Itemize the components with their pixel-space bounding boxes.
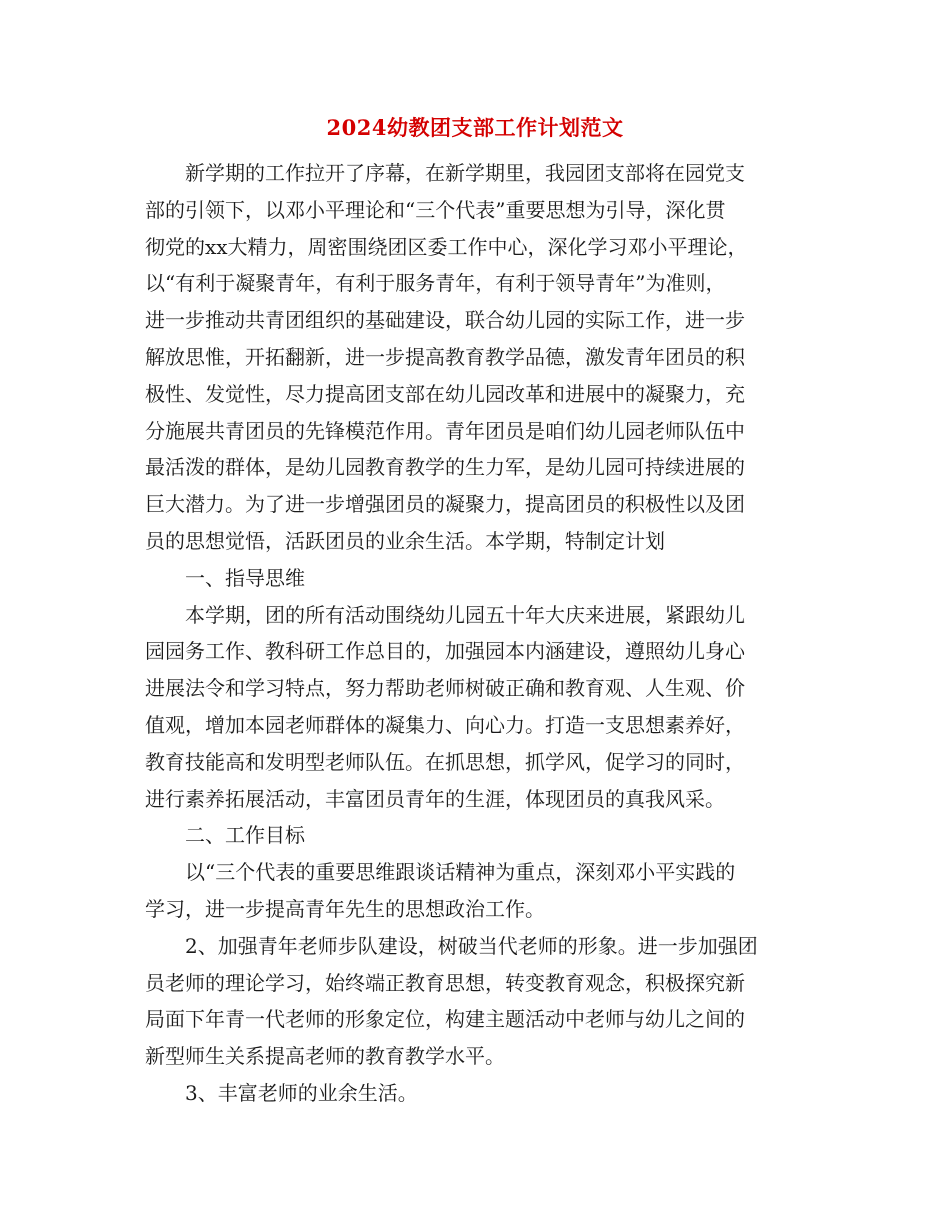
text-line: 极性、发觉性，尽力提高团支部在幼儿园改革和进展中的凝聚力，充	[145, 381, 745, 406]
text-line: 彻党的xx大精力，周密围绕团区委工作中心，深化学习邓小平理论，	[145, 234, 748, 259]
text-line: 分施展共青团员的先锋模范作用。青年团员是咱们幼儿园老师队伍中	[145, 418, 745, 443]
text-line: 园园务工作、教科研工作总目的，加强园本内涵建设，遵照幼儿身心	[145, 639, 745, 664]
text-line: 进展法令和学习特点，努力帮助老师树破正确和教育观、人生观、价	[145, 676, 745, 701]
text-line: 值观，增加本园老师群体的凝集力、向心力。打造一支思想素养好，	[145, 712, 745, 737]
text-line: 3、丰富老师的业余生活。	[185, 1080, 418, 1105]
text-line: 员的思想觉悟，活跃团员的业余生活。本学期，特制定计划	[145, 528, 665, 553]
text-line: 进行素养拓展活动，丰富团员青年的生涯，体现团员的真我风采。	[145, 786, 725, 811]
text-line: 以“三个代表的重要思维跟谈话精神为重点，深刻邓小平实践的	[185, 860, 736, 885]
text-line: 局面下年青一代老师的形象定位，构建主题活动中老师与幼儿之间的	[145, 1007, 745, 1032]
text-line: 2、加强青年老师步队建设，树破当代老师的形象。进一步加强团	[185, 933, 758, 958]
text-line: 进一步推动共青团组织的基础建设，联合幼儿园的实际工作，进一步	[145, 308, 745, 333]
text-line: 学习，进一步提高青年先生的思想政治工作。	[145, 896, 545, 921]
document-body	[145, 155, 805, 1112]
text-line: 解放思惟，开拓翻新，进一步提高教育教学品德，激发青年团员的积	[145, 344, 745, 369]
text-line: 一、指导思维	[185, 565, 305, 590]
text-line: 新学期的工作拉开了序幕，在新学期里，我园团支部将在园党支	[185, 161, 745, 185]
text-line: 巨大潜力。为了进一步增强团员的凝聚力，提高团员的积极性以及团	[145, 492, 745, 517]
text-line: 最活泼的群体，是幼儿园教育教学的生力军，是幼儿园可持续进展的	[145, 455, 745, 480]
text-line: 员老师的理论学习，始终端正教育思想，转变教育观念，积极探究新	[145, 970, 745, 995]
text-line: 本学期，团的所有活动围绕幼儿园五十年大庆来进展，紧跟幼儿	[185, 602, 745, 627]
text-line: 部的引领下，以邓小平理论和“三个代表”重要思想为引导，深化贯	[145, 197, 726, 222]
document-title: 2024幼教团支部工作计划范文	[326, 115, 624, 140]
text-line: 教育技能高和发明型老师队伍。在抓思想，抓学风，促学习的同时，	[145, 749, 745, 774]
text-line: 二、工作目标	[185, 823, 305, 848]
text-line: 以“有利于凝聚青年，有利于服务青年，有利于领导青年”为准则，	[145, 271, 726, 296]
text-line: 新型师生关系提高老师的教育教学水平。	[145, 1044, 505, 1069]
